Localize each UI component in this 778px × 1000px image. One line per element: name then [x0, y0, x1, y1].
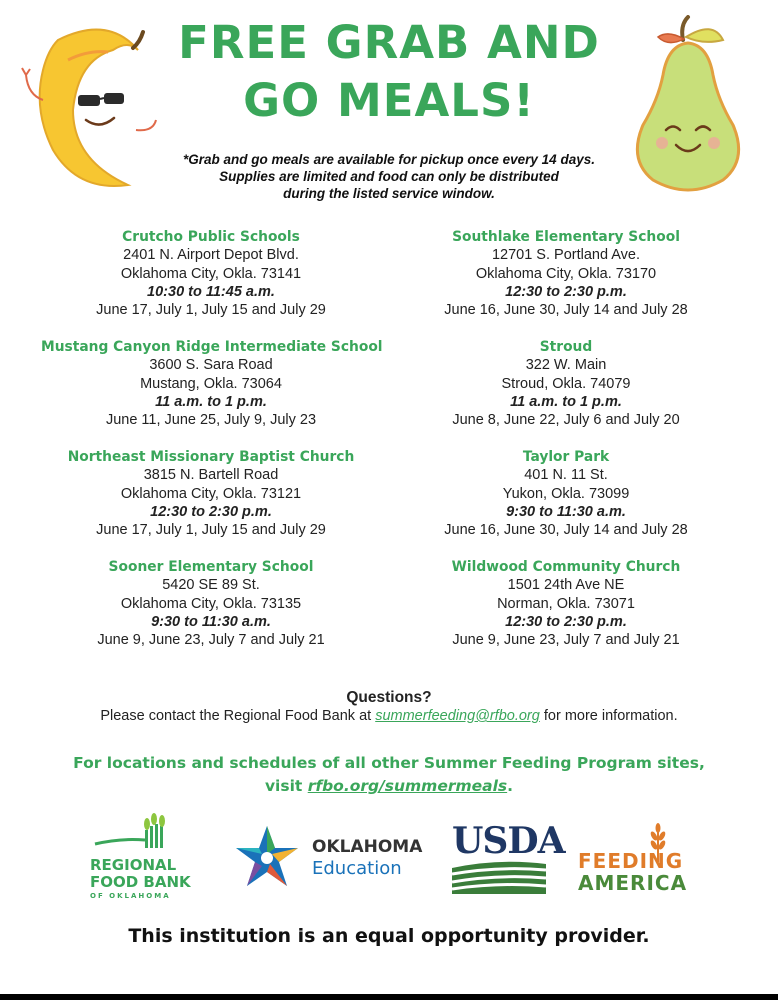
email-link[interactable]: summerfeeding@rfbo.org — [375, 708, 540, 724]
site-city: Oklahoma City, Okla. 73135 — [120, 595, 302, 612]
usda-fields-icon — [452, 860, 546, 894]
site-city: Oklahoma City, Okla. 73141 — [120, 265, 302, 282]
site-entry — [41, 228, 381, 338]
site-entry — [41, 448, 381, 558]
site-dates: June 17, July 1, July 15 and July 29 — [96, 302, 326, 319]
site-name: Taylor Park — [522, 449, 610, 465]
site-time: 10:30 to 11:45 a.m. — [147, 283, 275, 300]
star-mosaic-icon — [232, 824, 302, 894]
page-title — [0, 14, 778, 130]
site-city: Norman, Okla. 73071 — [497, 595, 635, 612]
site-city: Stroud, Okla. 74079 — [501, 375, 631, 392]
site-time: 12:30 to 2:30 p.m. — [505, 613, 627, 630]
site-address: 322 W. Main — [525, 357, 607, 374]
site-time: 12:30 to 2:30 p.m. — [505, 283, 627, 300]
rfb-line-1: REGIONAL — [90, 856, 177, 874]
visit-before: visit — [264, 777, 308, 795]
questions-text-before: Please contact the Regional Food Bank at — [100, 708, 376, 724]
site-name: Wildwood Community Church — [451, 559, 681, 575]
site-city: Oklahoma City, Okla. 73121 — [120, 485, 302, 502]
rfb-line-3: OF OKLAHOMA — [90, 892, 171, 900]
site-time: 11 a.m. to 1 p.m. — [510, 393, 622, 410]
site-name: Mustang Canyon Ridge Intermediate School — [41, 339, 383, 355]
note-line-1: *Grab and go meals are available for pickup once every 14 days. — [183, 152, 595, 167]
site-time: 12:30 to 2:30 p.m. — [150, 503, 272, 520]
site-name: Crutcho Public Schools — [122, 229, 300, 245]
sites-column-right — [396, 228, 736, 668]
questions-heading: Questions? — [346, 689, 432, 706]
site-dates: June 9, June 23, July 7 and July 21 — [97, 632, 325, 649]
usda-text: USDA — [452, 820, 565, 862]
oklahoma-line-2: Education — [312, 858, 402, 879]
note-line-3: during the listed service window. — [283, 186, 495, 201]
rfb-logo — [90, 812, 200, 901]
visit-line-1: For locations and schedules of all other Summer Feeding Program sites, — [73, 754, 705, 772]
site-address: 3600 S. Sara Road — [149, 357, 273, 374]
site-address: 12701 S. Portland Ave. — [491, 247, 641, 264]
site-time: 11 a.m. to 1 p.m. — [155, 393, 267, 410]
sites-column-left — [41, 228, 381, 668]
questions-section — [0, 688, 778, 726]
title-line-1: FREE GRAB AND — [178, 16, 600, 69]
site-name: Southlake Elementary School — [452, 229, 680, 245]
site-city: Oklahoma City, Okla. 73170 — [475, 265, 657, 282]
site-entry — [396, 338, 736, 448]
site-entry — [396, 558, 736, 668]
site-name: Stroud — [539, 339, 593, 355]
site-address: 401 N. 11 St. — [524, 467, 608, 484]
site-address: 1501 24th Ave NE — [507, 577, 625, 594]
sponsor-logos — [0, 810, 778, 910]
site-time: 9:30 to 11:30 a.m. — [506, 503, 626, 520]
site-name: Northeast Missionary Baptist Church — [67, 449, 355, 465]
pickup-note — [150, 151, 628, 202]
site-dates: June 8, June 22, July 6 and July 20 — [452, 412, 680, 429]
site-address: 3815 N. Bartell Road — [143, 467, 279, 484]
usda-logo — [452, 820, 565, 894]
summer-meals-link[interactable]: rfbo.org/summermeals — [307, 777, 508, 795]
site-entry — [41, 558, 381, 668]
fork-wheat-icon — [90, 812, 200, 852]
oklahoma-line-1: OKLAHOMA — [312, 837, 423, 857]
site-dates: June 17, July 1, July 15 and July 29 — [96, 522, 326, 539]
equal-opportunity-statement: This institution is an equal opportunity provider. — [128, 925, 650, 947]
site-city: Mustang, Okla. 73064 — [140, 375, 282, 392]
site-address: 5420 SE 89 St. — [162, 577, 260, 594]
site-name: Sooner Elementary School — [108, 559, 314, 575]
bottom-bar — [0, 994, 778, 1000]
rfb-line-2: FOOD BANK — [90, 873, 191, 891]
oklahoma-education-logo — [232, 824, 432, 894]
feeding-america-logo — [578, 828, 708, 898]
title-line-2: GO MEALS! — [243, 74, 535, 127]
site-dates: June 16, June 30, July 14 and July 28 — [444, 302, 688, 319]
site-dates: June 16, June 30, July 14 and July 28 — [444, 522, 688, 539]
visit-section — [40, 752, 738, 798]
note-line-2: Supplies are limited and food can only be distributed — [219, 169, 559, 184]
site-entry — [41, 338, 381, 448]
feeding-line-2: AMERICA — [578, 871, 688, 895]
site-time: 9:30 to 11:30 a.m. — [151, 613, 271, 630]
visit-line-2 — [40, 775, 738, 798]
site-dates: June 9, June 23, July 7 and July 21 — [452, 632, 680, 649]
questions-text-after: for more information. — [539, 708, 678, 724]
visit-after: . — [507, 777, 514, 795]
site-entry — [396, 448, 736, 558]
site-entry — [396, 228, 736, 338]
site-dates: June 11, June 25, July 9, July 23 — [105, 412, 317, 429]
feeding-line-1: FEEDING — [578, 849, 684, 873]
site-city: Yukon, Okla. 73099 — [502, 485, 630, 502]
site-address: 2401 N. Airport Depot Blvd. — [123, 247, 299, 264]
